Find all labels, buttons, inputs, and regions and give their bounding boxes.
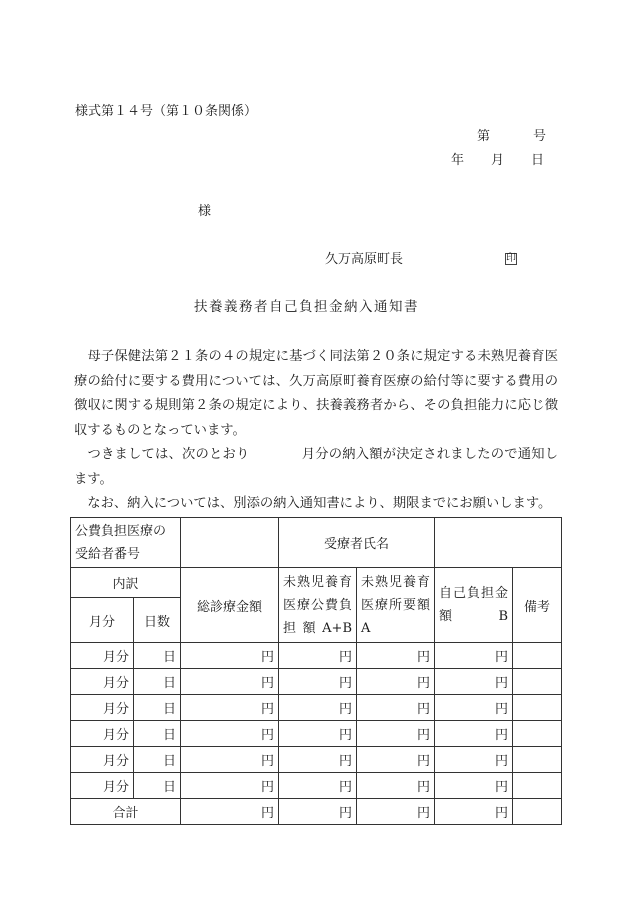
row-days-cell[interactable]: 日	[134, 695, 181, 721]
row-required-amount-cell[interactable]: 円	[357, 747, 435, 773]
remarks-header: 備考	[513, 568, 562, 643]
row-remarks-cell[interactable]	[513, 721, 562, 747]
row-public-burden-cell[interactable]: 円	[279, 695, 357, 721]
row-month-cell[interactable]: 月分	[71, 669, 134, 695]
row-self-burden-cell[interactable]: 円	[435, 773, 513, 799]
row-total-fee-cell[interactable]: 円	[181, 747, 279, 773]
row-days-cell[interactable]: 日	[134, 721, 181, 747]
total-label: 合計	[71, 799, 181, 825]
document-number-suffix: 号	[533, 129, 547, 144]
row-days-cell[interactable]: 日	[134, 747, 181, 773]
row-month-cell[interactable]: 月分	[71, 643, 134, 669]
days-header: 日数	[134, 598, 181, 643]
fee-table	[70, 517, 562, 825]
document-title: 扶養義務者自己負担金納入通知書	[194, 299, 419, 315]
row-public-burden-cell[interactable]: 円	[279, 669, 357, 695]
row-remarks-cell[interactable]	[513, 643, 562, 669]
row-self-burden-cell[interactable]: 円	[435, 695, 513, 721]
date-day-label: 日	[531, 153, 545, 168]
row-remarks-cell[interactable]	[513, 773, 562, 799]
date-month-label: 月	[491, 153, 505, 168]
row-remarks-cell[interactable]	[513, 747, 562, 773]
row-days-cell[interactable]: 日	[134, 669, 181, 695]
self-burden-header: 自己負担金額B	[435, 568, 513, 643]
row-required-amount-cell[interactable]: 円	[357, 773, 435, 799]
patient-name-cell[interactable]	[435, 518, 562, 568]
row-self-burden-cell[interactable]: 円	[435, 643, 513, 669]
total-remarks-cell[interactable]	[513, 799, 562, 825]
row-total-fee-cell[interactable]: 円	[181, 669, 279, 695]
row-self-burden-cell[interactable]: 円	[435, 721, 513, 747]
public-burden-header: 未熟児養育医療公費負担額A+B	[279, 568, 357, 643]
header-row-1	[71, 518, 562, 568]
table-row	[71, 721, 562, 747]
row-total-fee-cell[interactable]: 円	[181, 695, 279, 721]
addressee-suffix: 様	[198, 204, 212, 219]
total-self-burden-cell[interactable]: 円	[435, 799, 513, 825]
table-row	[71, 695, 562, 721]
total-fee-sum-cell[interactable]: 円	[181, 799, 279, 825]
row-self-burden-cell[interactable]: 円	[435, 669, 513, 695]
row-total-fee-cell[interactable]: 円	[181, 643, 279, 669]
row-total-fee-cell[interactable]: 円	[181, 721, 279, 747]
month-header: 月分	[71, 598, 134, 643]
body-paragraph-1: 母子保健法第２１条の４の規定に基づく同法第２０条に規定する未熟児養育医療の給付に要する費用については、久万高原町養育医療の給付等に要する費用の徴収に関する規則第２条の規定により、扶養義務者から、その負担能力に応じ徴収するものとなっています。	[74, 349, 559, 438]
row-required-amount-cell[interactable]: 円	[357, 721, 435, 747]
form-number: 様式第１４号（第１０条関係）	[75, 104, 258, 119]
row-public-burden-cell[interactable]: 円	[279, 773, 357, 799]
row-required-amount-cell[interactable]: 円	[357, 695, 435, 721]
row-remarks-cell[interactable]	[513, 669, 562, 695]
row-days-cell[interactable]: 日	[134, 643, 181, 669]
row-remarks-cell[interactable]	[513, 695, 562, 721]
body-paragraph-2: つきましては、次のとおり 月分の納入額が決定されましたので通知します。	[74, 447, 558, 487]
row-month-cell[interactable]: 月分	[71, 747, 134, 773]
row-month-cell[interactable]: 月分	[71, 721, 134, 747]
table-row	[71, 669, 562, 695]
header-row-2	[71, 568, 562, 598]
issuer-name: 久万高原町長	[325, 252, 404, 267]
row-self-burden-cell[interactable]: 円	[435, 747, 513, 773]
row-required-amount-cell[interactable]: 円	[357, 643, 435, 669]
patient-name-header: 受療者氏名	[279, 518, 435, 568]
row-public-burden-cell[interactable]: 円	[279, 721, 357, 747]
row-public-burden-cell[interactable]: 円	[279, 643, 357, 669]
document-number-label: 第	[477, 129, 491, 144]
row-month-cell[interactable]: 月分	[71, 773, 134, 799]
total-fee-header: 総診療金額	[181, 568, 279, 643]
seal-mark: 印	[506, 253, 516, 264]
row-public-burden-cell[interactable]: 円	[279, 747, 357, 773]
recipient-number-header: 公費負担医療の受給者番号	[71, 518, 181, 568]
row-days-cell[interactable]: 日	[134, 773, 181, 799]
total-row	[71, 799, 562, 825]
total-public-burden-cell[interactable]: 円	[279, 799, 357, 825]
total-required-amount-cell[interactable]: 円	[357, 799, 435, 825]
row-total-fee-cell[interactable]: 円	[181, 773, 279, 799]
table-row	[71, 773, 562, 799]
date-year-label: 年	[451, 153, 465, 168]
table-row	[71, 643, 562, 669]
breakdown-header: 内訳	[71, 568, 181, 598]
table-row	[71, 747, 562, 773]
notice-body	[74, 345, 558, 517]
recipient-number-cell[interactable]	[181, 518, 279, 568]
row-required-amount-cell[interactable]: 円	[357, 669, 435, 695]
required-amount-header: 未熟児養育医療所要額A	[357, 568, 435, 643]
row-month-cell[interactable]: 月分	[71, 695, 134, 721]
body-paragraph-3: なお、納入については、別添の納入通知書により、期限までにお願いします。	[87, 496, 552, 511]
